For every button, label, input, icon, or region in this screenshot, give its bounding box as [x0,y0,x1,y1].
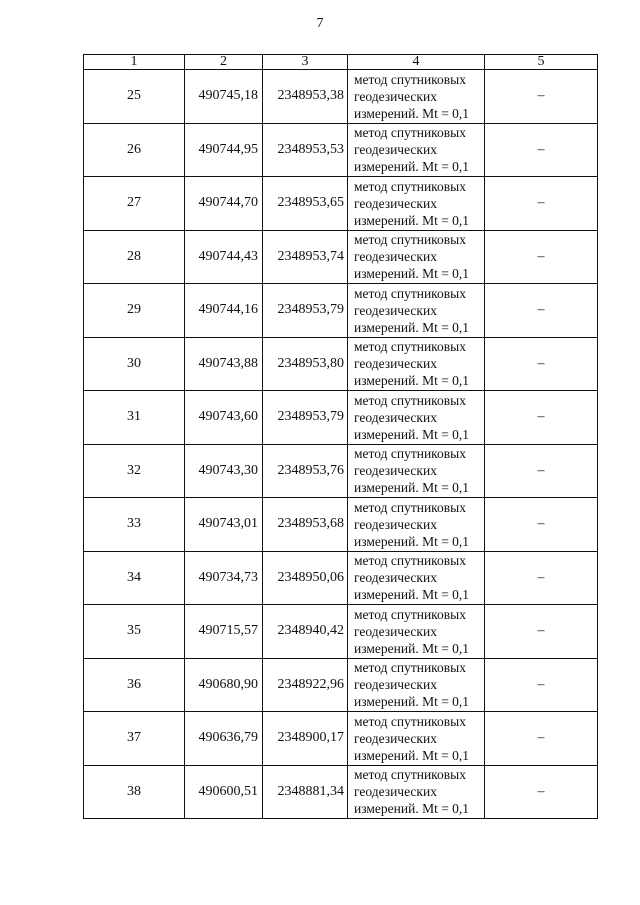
point-number-cell: 33 [84,498,185,552]
table-row [84,444,598,498]
method-line: геодезических [354,409,437,425]
x-coordinate-cell: 490743,01 [185,498,263,552]
note-cell: – [485,605,598,659]
point-number-cell: 37 [84,712,185,766]
method-line: измерений. Mt = 0,1 [354,480,470,496]
method-cell [348,284,485,338]
table-row [84,337,598,391]
x-coordinate-cell: 490744,43 [185,230,263,284]
point-number-cell: 34 [84,551,185,605]
method-line: измерений. Mt = 0,1 [354,426,470,442]
method-line: геодезических [354,623,437,639]
x-coordinate-cell: 490600,51 [185,765,263,819]
y-coordinate-cell: 2348881,34 [263,765,348,819]
method-cell [348,391,485,445]
method-line: измерений. Mt = 0,1 [354,533,470,549]
table-row [84,123,598,177]
method-line: геодезических [354,356,437,372]
note-cell: – [485,177,598,231]
table-row [84,391,598,445]
method-line: геодезических [354,142,437,158]
method-line: измерений. Mt = 0,1 [354,801,470,817]
method-line: геодезических [354,195,437,211]
point-number-cell: 25 [84,70,185,124]
note-cell: – [485,444,598,498]
method-line: метод спутниковых [354,606,466,622]
y-coordinate-cell: 2348953,68 [263,498,348,552]
point-number-cell: 28 [84,230,185,284]
method-line: геодезических [354,730,437,746]
note-cell: – [485,391,598,445]
table-row [84,605,598,659]
method-line: метод спутниковых [354,285,466,301]
y-coordinate-cell: 2348953,65 [263,177,348,231]
method-cell [348,70,485,124]
y-coordinate-cell: 2348922,96 [263,658,348,712]
table-row [84,712,598,766]
coordinates-table [83,54,598,819]
method-line: метод спутниковых [354,660,466,676]
column-header-2: 2 [185,55,263,70]
x-coordinate-cell: 490744,70 [185,177,263,231]
method-cell [348,230,485,284]
method-line: геодезических [354,302,437,318]
method-line: геодезических [354,88,437,104]
method-line: метод спутниковых [354,553,466,569]
note-cell: – [485,230,598,284]
table-row [84,70,598,124]
method-cell [348,765,485,819]
x-coordinate-cell: 490680,90 [185,658,263,712]
method-line: метод спутниковых [354,125,466,141]
method-line: измерений. Mt = 0,1 [354,694,470,710]
method-line: метод спутниковых [354,446,466,462]
method-line: метод спутниковых [354,392,466,408]
method-line: метод спутниковых [354,339,466,355]
column-header-1: 1 [84,55,185,70]
table-row [84,551,598,605]
note-cell: – [485,765,598,819]
method-line: геодезических [354,463,437,479]
x-coordinate-cell: 490636,79 [185,712,263,766]
x-coordinate-cell: 490743,30 [185,444,263,498]
method-line: метод спутниковых [354,767,466,783]
method-line: измерений. Mt = 0,1 [354,319,470,335]
table-row [84,230,598,284]
method-line: геодезических [354,784,437,800]
method-cell [348,498,485,552]
note-cell: – [485,498,598,552]
x-coordinate-cell: 490743,88 [185,337,263,391]
method-line: геодезических [354,516,437,532]
y-coordinate-cell: 2348900,17 [263,712,348,766]
point-number-cell: 27 [84,177,185,231]
table-row [84,658,598,712]
x-coordinate-cell: 490743,60 [185,391,263,445]
point-number-cell: 29 [84,284,185,338]
point-number-cell: 35 [84,605,185,659]
note-cell: – [485,284,598,338]
method-cell [348,712,485,766]
point-number-cell: 31 [84,391,185,445]
method-line: измерений. Mt = 0,1 [354,587,470,603]
point-number-cell: 32 [84,444,185,498]
x-coordinate-cell: 490744,16 [185,284,263,338]
y-coordinate-cell: 2348953,79 [263,391,348,445]
table-header-row [84,55,598,70]
method-line: геодезических [354,249,437,265]
y-coordinate-cell: 2348950,06 [263,551,348,605]
point-number-cell: 30 [84,337,185,391]
x-coordinate-cell: 490715,57 [185,605,263,659]
method-line: измерений. Mt = 0,1 [354,373,470,389]
table-row [84,284,598,338]
page-number: 7 [316,16,324,31]
method-line: измерений. Mt = 0,1 [354,266,470,282]
note-cell: – [485,70,598,124]
note-cell: – [485,337,598,391]
method-cell [348,444,485,498]
method-line: геодезических [354,570,437,586]
x-coordinate-cell: 490734,73 [185,551,263,605]
method-cell [348,337,485,391]
method-line: метод спутниковых [354,713,466,729]
method-cell [348,177,485,231]
column-header-3: 3 [263,55,348,70]
method-cell [348,658,485,712]
method-cell [348,551,485,605]
point-number-cell: 26 [84,123,185,177]
column-header-5: 5 [485,55,598,70]
y-coordinate-cell: 2348953,38 [263,70,348,124]
method-cell [348,123,485,177]
method-line: метод спутниковых [354,499,466,515]
method-line: измерений. Mt = 0,1 [354,640,470,656]
note-cell: – [485,551,598,605]
table-row [84,765,598,819]
method-line: геодезических [354,677,437,693]
y-coordinate-cell: 2348953,74 [263,230,348,284]
y-coordinate-cell: 2348953,53 [263,123,348,177]
method-line: измерений. Mt = 0,1 [354,747,470,763]
method-line: метод спутниковых [354,232,466,248]
column-header-4: 4 [348,55,485,70]
note-cell: – [485,123,598,177]
note-cell: – [485,658,598,712]
method-line: метод спутниковых [354,178,466,194]
table-body [84,70,598,819]
y-coordinate-cell: 2348953,80 [263,337,348,391]
y-coordinate-cell: 2348940,42 [263,605,348,659]
table-row [84,498,598,552]
note-cell: – [485,712,598,766]
y-coordinate-cell: 2348953,76 [263,444,348,498]
method-line: измерений. Mt = 0,1 [354,159,470,175]
table-row [84,177,598,231]
method-line: измерений. Mt = 0,1 [354,212,470,228]
x-coordinate-cell: 490744,95 [185,123,263,177]
point-number-cell: 38 [84,765,185,819]
x-coordinate-cell: 490745,18 [185,70,263,124]
method-cell [348,605,485,659]
method-line: метод спутниковых [354,71,466,87]
method-line: измерений. Mt = 0,1 [354,105,470,121]
point-number-cell: 36 [84,658,185,712]
y-coordinate-cell: 2348953,79 [263,284,348,338]
